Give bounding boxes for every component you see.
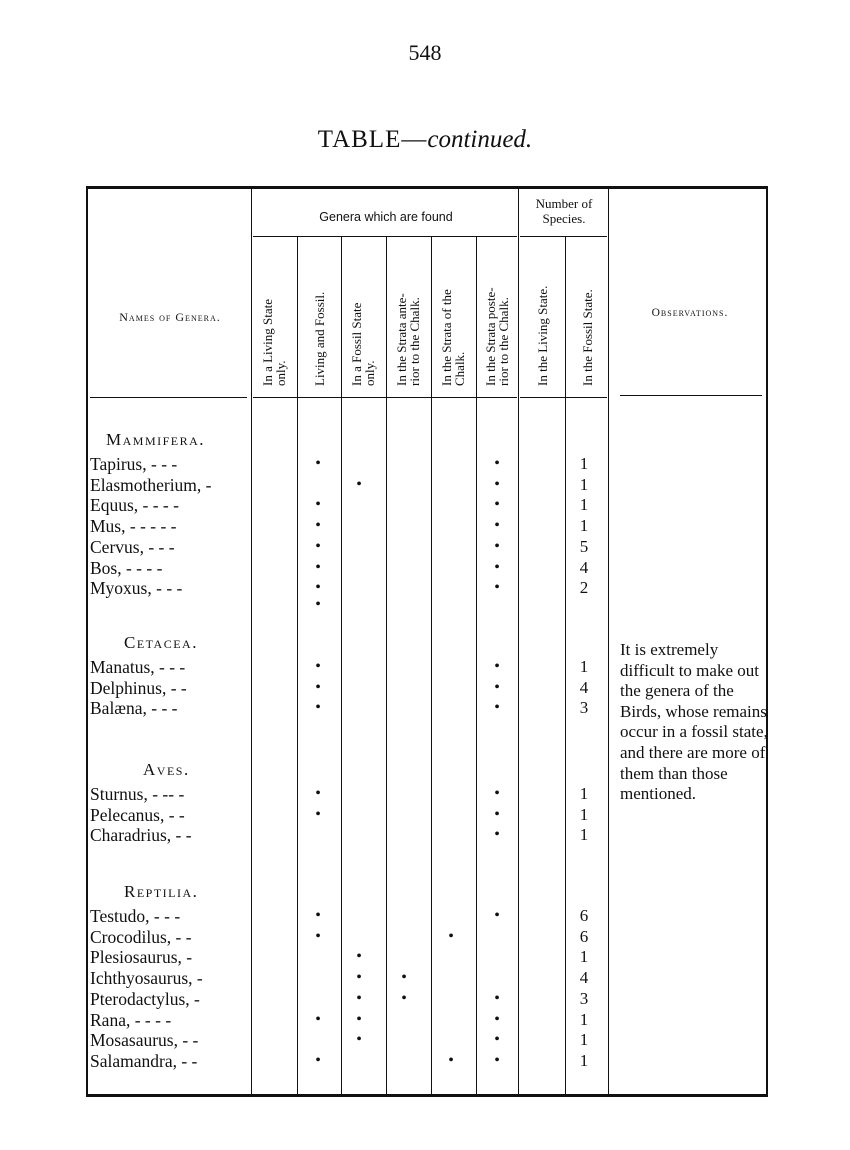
fossil-species-count: 1 — [579, 657, 589, 676]
fossil-species-count: 1 — [579, 1009, 589, 1029]
occurrence-mark: • — [494, 658, 500, 675]
row-rule — [90, 397, 247, 398]
occurrence-mark: • — [401, 989, 407, 1007]
genus-name: Myoxus, - - - — [90, 578, 183, 599]
genus-name: Charadrius, - - — [90, 825, 192, 846]
fossil-species-count: 1 — [579, 495, 589, 515]
occurrence-mark: • — [494, 579, 500, 597]
occurrence-mark: • — [356, 1031, 362, 1049]
occurrence-mark: • — [315, 579, 321, 597]
occurrence-mark: • — [494, 1051, 500, 1069]
occurrence-mark: • — [315, 595, 321, 613]
genus-name: Manatus, - - - — [90, 657, 186, 677]
occurrence-mark: • — [315, 496, 321, 514]
header-number-of-species: Number of Species. — [535, 196, 593, 226]
column-rule — [431, 236, 432, 1095]
genus-name: Mosasaurus, - - — [90, 1030, 199, 1051]
genus-name: Bos, - - - - — [90, 557, 163, 578]
column-header-2 — [313, 292, 326, 386]
genus-name: Tapirus, - - - — [90, 454, 178, 474]
row-rule — [520, 236, 607, 237]
fossil-species-count: 1 — [579, 947, 589, 967]
fossil-species-count: 6 — [579, 926, 589, 946]
column-rule — [297, 236, 298, 1095]
group-heading: Aves. — [143, 760, 190, 779]
occurrence-mark: • — [356, 989, 362, 1007]
column-header-line: In a Fossil State — [349, 302, 364, 386]
column-rule — [476, 236, 477, 1095]
fossil-species-count: 4 — [579, 677, 589, 697]
occurrence-mark: • — [315, 678, 321, 696]
occurrence-mark: • — [315, 805, 321, 823]
row-rule — [620, 395, 762, 396]
occurrence-mark: • — [356, 475, 362, 493]
occurrence-mark: • — [494, 558, 500, 576]
genus-name: Cervus, - - - — [90, 536, 175, 557]
fossil-species-count: 4 — [579, 557, 589, 577]
column-header-line: In the Strata ante- — [394, 293, 409, 386]
occurrence-mark: • — [315, 927, 321, 945]
occurrence-mark: • — [356, 1010, 362, 1028]
header-genera-found: Genera which are found — [319, 210, 453, 224]
genus-name: Mus, - - - - - — [90, 516, 177, 537]
occurrence-mark: • — [494, 785, 500, 802]
column-header-line: In the Living State. — [534, 285, 550, 386]
occurrence-mark: • — [315, 558, 321, 576]
column-header-line: rior to the Chalk. — [407, 297, 422, 386]
column-header-8 — [581, 289, 594, 386]
column-rule — [251, 188, 252, 1095]
genus-name: Sturnus, - -- - — [90, 784, 185, 804]
fossil-species-count: 5 — [579, 536, 589, 556]
occurrence-mark: • — [494, 475, 500, 493]
occurrence-mark: • — [494, 805, 500, 823]
occurrence-mark: • — [448, 927, 454, 945]
group-heading: Mammifera. — [106, 430, 206, 449]
fossil-species-count: 6 — [579, 906, 589, 925]
row-rule — [253, 397, 517, 398]
column-header-3 — [350, 303, 376, 386]
column-header-1 — [261, 299, 287, 386]
header-observations: Observations. — [651, 307, 729, 319]
occurrence-mark: • — [315, 455, 321, 472]
column-header-line: In the Strata poste- — [483, 287, 498, 386]
occurrence-mark: • — [494, 537, 500, 555]
column-header-line: only. — [273, 360, 288, 386]
occurrence-mark: • — [356, 948, 362, 966]
group-heading: Cetacea. — [124, 633, 198, 652]
fossil-species-count: 1 — [579, 1030, 589, 1050]
occurrence-mark: • — [315, 785, 321, 802]
row-rule — [253, 236, 517, 237]
genus-name: Elasmotherium, - — [90, 474, 212, 495]
genus-name: Pelecanus, - - — [90, 804, 185, 825]
table-title-main: TABLE— — [317, 126, 428, 153]
occurrence-mark: • — [315, 699, 321, 717]
occurrence-mark: • — [315, 1010, 321, 1028]
occurrence-mark: • — [401, 969, 407, 987]
genus-name: Equus, - - - - — [90, 495, 179, 516]
fossil-species-count: 1 — [579, 474, 589, 494]
genus-name: Delphinus, - - — [90, 677, 187, 698]
occurrence-mark: • — [494, 678, 500, 696]
fossil-species-count: 1 — [579, 784, 589, 803]
genus-name: Plesiosaurus, - — [90, 947, 193, 968]
table-title-italic: continued. — [427, 126, 533, 153]
genus-name: Balæna, - - - — [90, 698, 178, 719]
row-rule — [520, 397, 607, 398]
column-header-line: In a Living State — [260, 298, 275, 386]
occurrence-mark: • — [494, 699, 500, 717]
genus-name: Testudo, - - - — [90, 906, 181, 926]
fossil-species-count: 1 — [579, 1050, 589, 1070]
column-header-line: rior to the Chalk. — [496, 297, 511, 386]
observation-note: It is extremely difficult to make out the genera of the Birds, whose remains occur in a fossil state, and there are more of them than those mentioned. — [620, 640, 768, 804]
occurrence-mark: • — [315, 658, 321, 675]
fossil-species-count: 2 — [579, 578, 589, 598]
column-rule — [608, 188, 609, 1095]
column-header-line: only. — [362, 360, 377, 386]
genus-name: Crocodilus, - - — [90, 926, 192, 947]
column-header-line: Chalk. — [452, 351, 467, 386]
column-rule — [386, 236, 387, 1095]
fossil-species-count: 1 — [579, 454, 589, 473]
occurrence-mark: • — [494, 989, 500, 1007]
column-header-7 — [536, 286, 549, 386]
page-number: 548 — [408, 40, 442, 65]
fossil-species-count: 3 — [579, 988, 589, 1008]
occurrence-mark: • — [315, 1051, 321, 1069]
occurrence-mark: • — [494, 455, 500, 472]
genus-name: Pterodactylus, - — [90, 988, 200, 1009]
genus-name: Salamandra, - - — [90, 1050, 198, 1071]
column-rule — [565, 236, 566, 1095]
occurrence-mark: • — [494, 517, 500, 535]
fossil-species-count: 1 — [579, 825, 589, 845]
group-heading: Reptilia. — [124, 882, 199, 901]
fossil-species-count: 4 — [579, 968, 589, 988]
header-names-of-genera: Names of Genera. — [119, 310, 221, 324]
occurrence-mark: • — [315, 537, 321, 555]
genus-name: Rana, - - - - — [90, 1009, 172, 1030]
occurrence-mark: • — [494, 1031, 500, 1049]
fossil-species-count: 1 — [579, 804, 589, 824]
occurrence-mark: • — [448, 1051, 454, 1069]
fossil-species-count: 1 — [579, 516, 589, 536]
column-rule — [341, 236, 342, 1095]
occurrence-mark: • — [494, 826, 500, 844]
occurrence-mark: • — [494, 907, 500, 924]
column-header-4 — [395, 293, 421, 386]
column-header-line: In the Fossil State. — [579, 289, 595, 386]
column-header-6 — [484, 287, 510, 386]
occurrence-mark: • — [494, 496, 500, 514]
occurrence-mark: • — [494, 1010, 500, 1028]
column-rule — [518, 188, 519, 1095]
occurrence-mark: • — [315, 517, 321, 535]
occurrence-mark: • — [315, 907, 321, 924]
genus-name: Ichthyosaurus, - — [90, 968, 203, 989]
occurrence-mark: • — [356, 969, 362, 987]
column-header-5 — [440, 289, 466, 386]
column-header-line: Living and Fossil. — [311, 291, 327, 386]
column-header-line: In the Strata of the — [439, 289, 454, 386]
fossil-species-count: 3 — [579, 698, 589, 718]
